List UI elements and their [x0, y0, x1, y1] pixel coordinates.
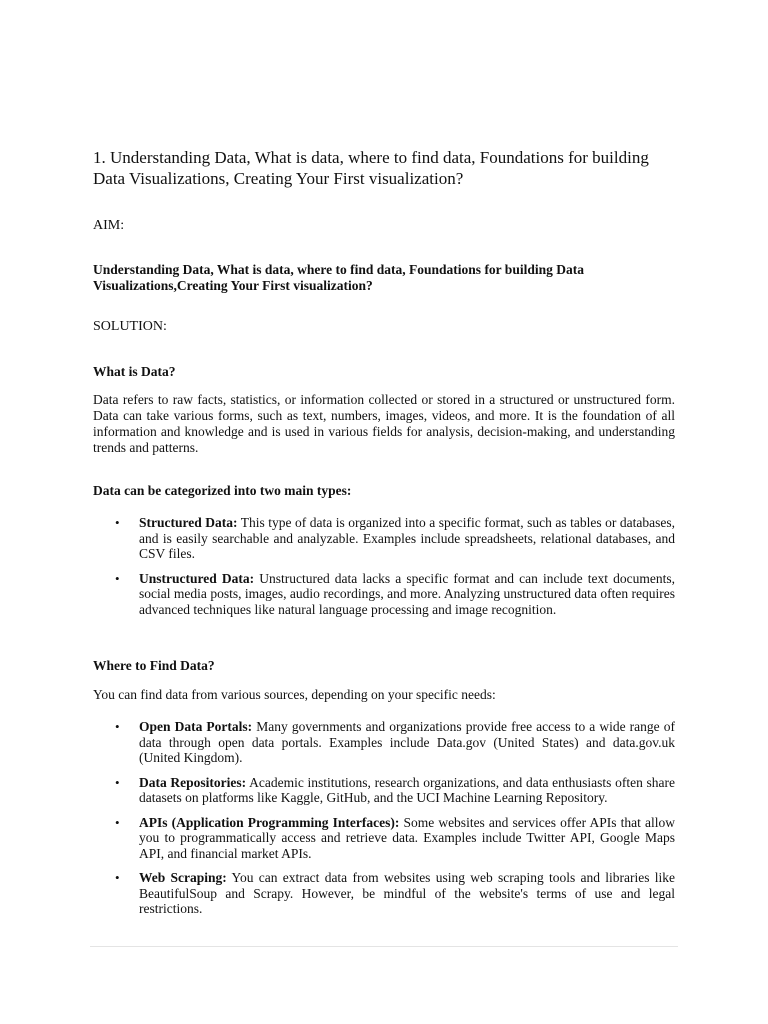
list-item-structured-data	[93, 515, 675, 562]
solution-label: SOLUTION:	[93, 319, 167, 334]
list-item-term: Structured Data:	[139, 515, 238, 530]
list-item-web-scraping	[93, 870, 675, 917]
list-item-text: This type of data is organized into a specific format, such as tables or databases, and is easily searchable and analyzable. Examples include spreadsheets, relational databases, and CSV files.	[139, 515, 675, 561]
list-item-apis	[93, 815, 675, 862]
bullet-icon: •	[115, 774, 120, 790]
list-item-open-data-portals	[93, 719, 675, 766]
list-item-text: Unstructured data lacks a specific format and can include text documents, social media posts, images, audio recordings, and more. Analyzing unstructured data often requires advanced techniques like natural language processing and image recognition.	[139, 570, 675, 617]
list-item-text: Many governments and organizations provide free access to a wide range of data through open data portals. Examples include Data.gov (United States) and data.gov.uk (United Kingdom).	[139, 719, 675, 765]
list-item-data-repositories	[93, 775, 675, 806]
data-types-title: Data can be categorized into two main types:	[93, 483, 352, 498]
page-divider	[90, 946, 678, 947]
data-sources-list	[93, 719, 675, 917]
list-item-text: You can extract data from websites using web scraping tools and libraries like BeautifulSoup and Scrapy. However, be mindful of the website's terms of use and legal restrictions.	[139, 870, 675, 916]
bullet-icon: •	[115, 570, 120, 586]
list-item-text: Some websites and services offer APIs that allow you to programmatically access and retrieve data. Examples include Twitter API, Google Maps API, and financial market APIs.	[139, 814, 675, 861]
bullet-icon: •	[115, 719, 120, 734]
list-item-term: Open Data Portals:	[139, 719, 253, 734]
list-item-unstructured-data	[93, 571, 675, 618]
aim-label: AIM:	[93, 218, 125, 233]
bullet-icon: •	[115, 515, 120, 530]
list-item-term: Web Scraping:	[139, 870, 227, 885]
bullet-icon: •	[115, 814, 120, 830]
bullet-icon: •	[115, 870, 120, 885]
where-to-find-title: Where to Find Data?	[93, 658, 215, 673]
where-to-find-intro: You can find data from various sources, depending on your specific needs:	[93, 687, 496, 702]
list-item-term: Unstructured Data:	[139, 570, 255, 586]
list-item-term: APIs (Application Programming Interfaces):	[139, 814, 400, 830]
list-item-term: Data Repositories:	[139, 774, 247, 790]
what-is-data-body: Data refers to raw facts, statistics, or information collected or stored in a structured or unstructured form. Data can take various forms, such as text, numbers, images, videos, and more. It is the foundation of all information and knowledge and is used in various fields for analysis, decision-making, and understanding trends and patterns.	[93, 392, 675, 455]
document-heading: 1. Understanding Data, What is data, where to find data, Foundations for building Data Visualizations, Creating Your First visualization?	[93, 148, 649, 188]
what-is-data-title: What is Data?	[93, 364, 176, 379]
aim-text: Understanding Data, What is data, where to find data, Foundations for building Data Visualizations,Creating Your First visualization?	[93, 262, 584, 293]
list-item-text: Academic institutions, research organizations, and data enthusiasts often share datasets on platforms like Kaggle, GitHub, and the UCI Machine Learning Repository.	[139, 774, 675, 805]
data-types-list	[93, 515, 675, 617]
